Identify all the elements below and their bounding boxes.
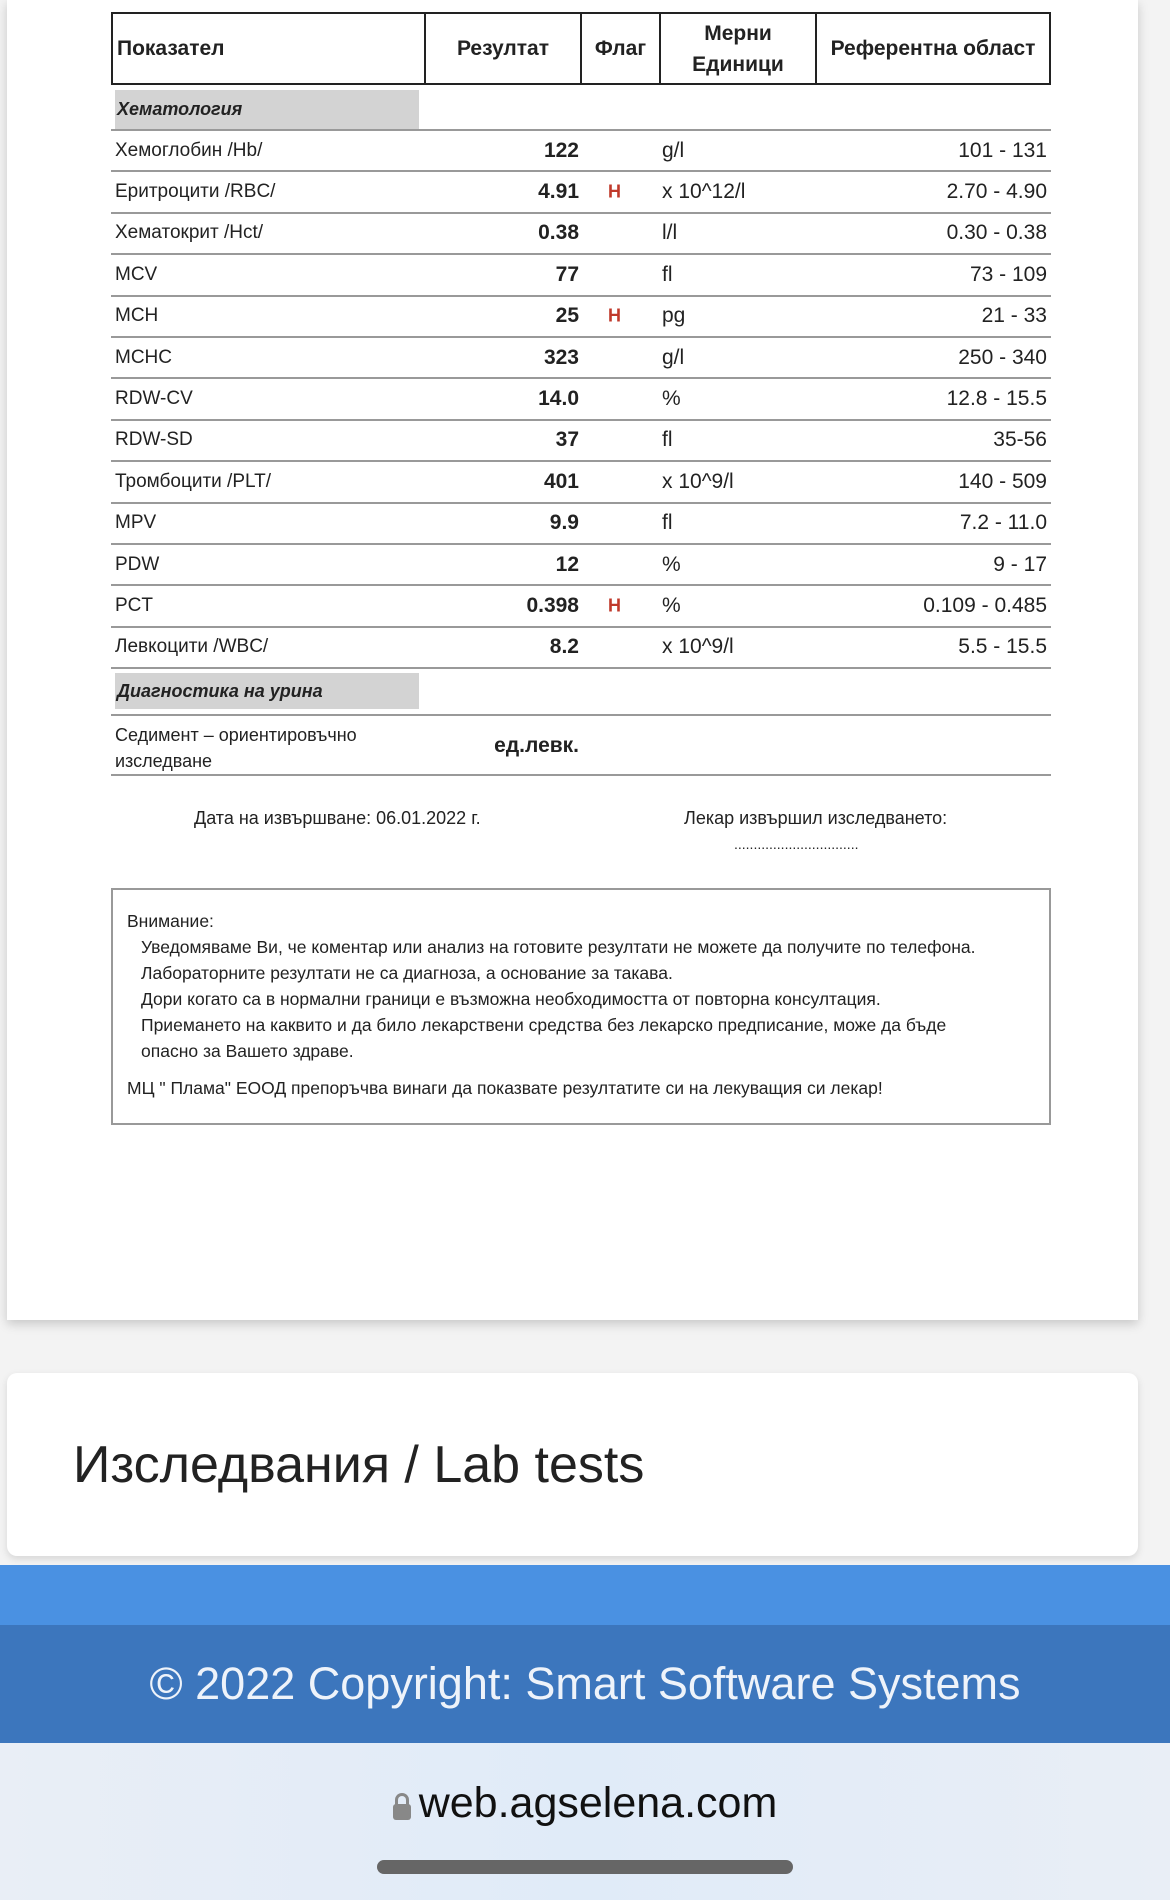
row-name: MPV [115, 512, 157, 534]
table-row [111, 628, 1051, 669]
header-indicator: Показател [113, 14, 426, 83]
warning-line: Лабораторните резултати не са диагноза, а основание за такава. [141, 963, 673, 983]
row-name: Левкоцити /WBC/ [115, 636, 269, 658]
copyright-text: © 2022 Copyright: Smart Software Systems [149, 1658, 1021, 1709]
table-row [111, 297, 1051, 338]
row-unit: x 10^9/l [662, 469, 734, 493]
table-row [111, 462, 1051, 503]
row-value: 0.38 [538, 221, 579, 245]
row-unit: g/l [662, 345, 685, 369]
table-row [111, 421, 1051, 462]
table-row [111, 255, 1051, 296]
table-row [111, 131, 1051, 172]
table-header [111, 12, 1051, 85]
table-row [111, 379, 1051, 420]
row-name: Седимент – ориентировъчно изследване [115, 725, 357, 771]
row-reference: 250 - 340 [958, 345, 1047, 369]
lock-icon [393, 1793, 411, 1820]
row-name: Еритроцити /RBC/ [115, 181, 276, 203]
footer-band [0, 1565, 1170, 1625]
row-name: RDW-SD [115, 429, 193, 451]
row-value: 9.9 [549, 511, 579, 535]
row-reference: 101 - 131 [958, 138, 1047, 162]
row-reference: 73 - 109 [969, 262, 1047, 286]
row-value: 77 [555, 262, 579, 286]
warning-line: Приемането на каквито и да било лекарствени средства без лекарско предписание, може да бъде опасно за Вашето здраве. [141, 1015, 947, 1061]
results-table [111, 131, 1051, 669]
row-reference: 5.5 - 15.5 [958, 635, 1047, 659]
row-unit: % [662, 593, 681, 617]
row-reference: 0.30 - 0.38 [946, 221, 1047, 245]
warning-recommendation: МЦ " Плама" ЕООД препоръчва винаги да показвате резултатите си на лекуващия си лекар! [127, 1078, 883, 1098]
row-name: Хемоглобин /Hb/ [115, 139, 263, 161]
row-value: 4.91 [538, 180, 579, 204]
row-value: 14.0 [538, 387, 579, 411]
table-row [111, 716, 1051, 776]
row-name: MCV [115, 263, 158, 285]
row-value: 12 [555, 552, 579, 576]
header-reference: Референтна област [830, 37, 1036, 60]
warning-title: Внимание: [127, 911, 214, 931]
row-reference: 9 - 17 [993, 552, 1047, 576]
row-name: PCT [115, 594, 153, 616]
row-unit: fl [662, 262, 673, 286]
table-row [111, 172, 1051, 213]
row-flag: H [608, 181, 621, 202]
row-value: 122 [543, 138, 579, 162]
row-name: RDW-CV [115, 388, 193, 410]
row-unit: l/l [662, 221, 678, 245]
lab-tests-title: Изследвания / Lab tests [73, 1436, 645, 1494]
row-reference: 21 - 33 [981, 304, 1047, 328]
copyright-footer [0, 1625, 1170, 1743]
row-value: 0.398 [526, 593, 579, 617]
table-row [111, 214, 1051, 255]
row-unit: x 10^12/l [662, 180, 746, 204]
row-reference: 0.109 - 0.485 [923, 593, 1047, 617]
row-flag: H [608, 595, 621, 616]
row-name: PDW [115, 553, 160, 575]
warning-line: Уведомяваме Ви, че коментар или анализ на готовите резултати не можете да получите по телефона. [141, 937, 976, 957]
row-value: 323 [543, 345, 579, 369]
row-value: 8.2 [549, 635, 579, 659]
header-units: Мерни Единици [661, 14, 817, 83]
row-name: MCHC [115, 346, 172, 368]
browser-bottom-bar [0, 1743, 1170, 1900]
row-value: 25 [555, 304, 579, 328]
row-value: 37 [555, 428, 579, 452]
url-text: web.agselena.com [418, 1779, 778, 1827]
section-urine [111, 673, 1051, 716]
row-unit: fl [662, 428, 673, 452]
row-flag: H [608, 305, 621, 326]
row-reference: 140 - 509 [958, 469, 1047, 493]
row-name: Хематокрит /Hct/ [115, 222, 264, 244]
address-bar[interactable] [0, 1779, 1170, 1828]
date-performed: Дата на извършване: 06.01.2022 г. [194, 808, 481, 828]
row-unit: pg [662, 304, 686, 328]
header-result: Резултат [426, 14, 582, 83]
warning-box [111, 888, 1051, 1125]
row-reference: 12.8 - 15.5 [946, 387, 1047, 411]
row-name: Тромбоцити /PLT/ [115, 470, 272, 492]
section-label: Диагностика на урина [115, 673, 419, 709]
row-value: ед.левк. [494, 734, 579, 757]
doctor-signature-line: ................................ [734, 836, 859, 852]
table-row [111, 545, 1051, 586]
lab-tests-card [7, 1373, 1138, 1556]
row-reference: 35-56 [993, 428, 1047, 452]
row-unit: % [662, 387, 681, 411]
row-unit: g/l [662, 138, 685, 162]
row-unit: fl [662, 511, 673, 535]
row-reference: 7.2 - 11.0 [959, 511, 1047, 535]
table-row [111, 586, 1051, 627]
section-hematology [111, 90, 1051, 131]
lab-report-sheet [7, 0, 1138, 1320]
row-unit: x 10^9/l [662, 635, 734, 659]
row-name: MCH [115, 305, 159, 327]
table-row [111, 504, 1051, 545]
row-reference: 2.70 - 4.90 [946, 180, 1047, 204]
header-flag: Флаг [582, 14, 661, 83]
table-row [111, 338, 1051, 379]
section-label: Хематология [115, 90, 419, 129]
row-value: 401 [543, 469, 579, 493]
warning-line: Дори когато са в нормални граници е възможна необходимостта от повторна консултация. [141, 989, 881, 1009]
row-unit: % [662, 552, 681, 576]
doctor-label: Лекар извършил изследването: [684, 808, 948, 828]
home-indicator[interactable] [377, 1860, 793, 1874]
